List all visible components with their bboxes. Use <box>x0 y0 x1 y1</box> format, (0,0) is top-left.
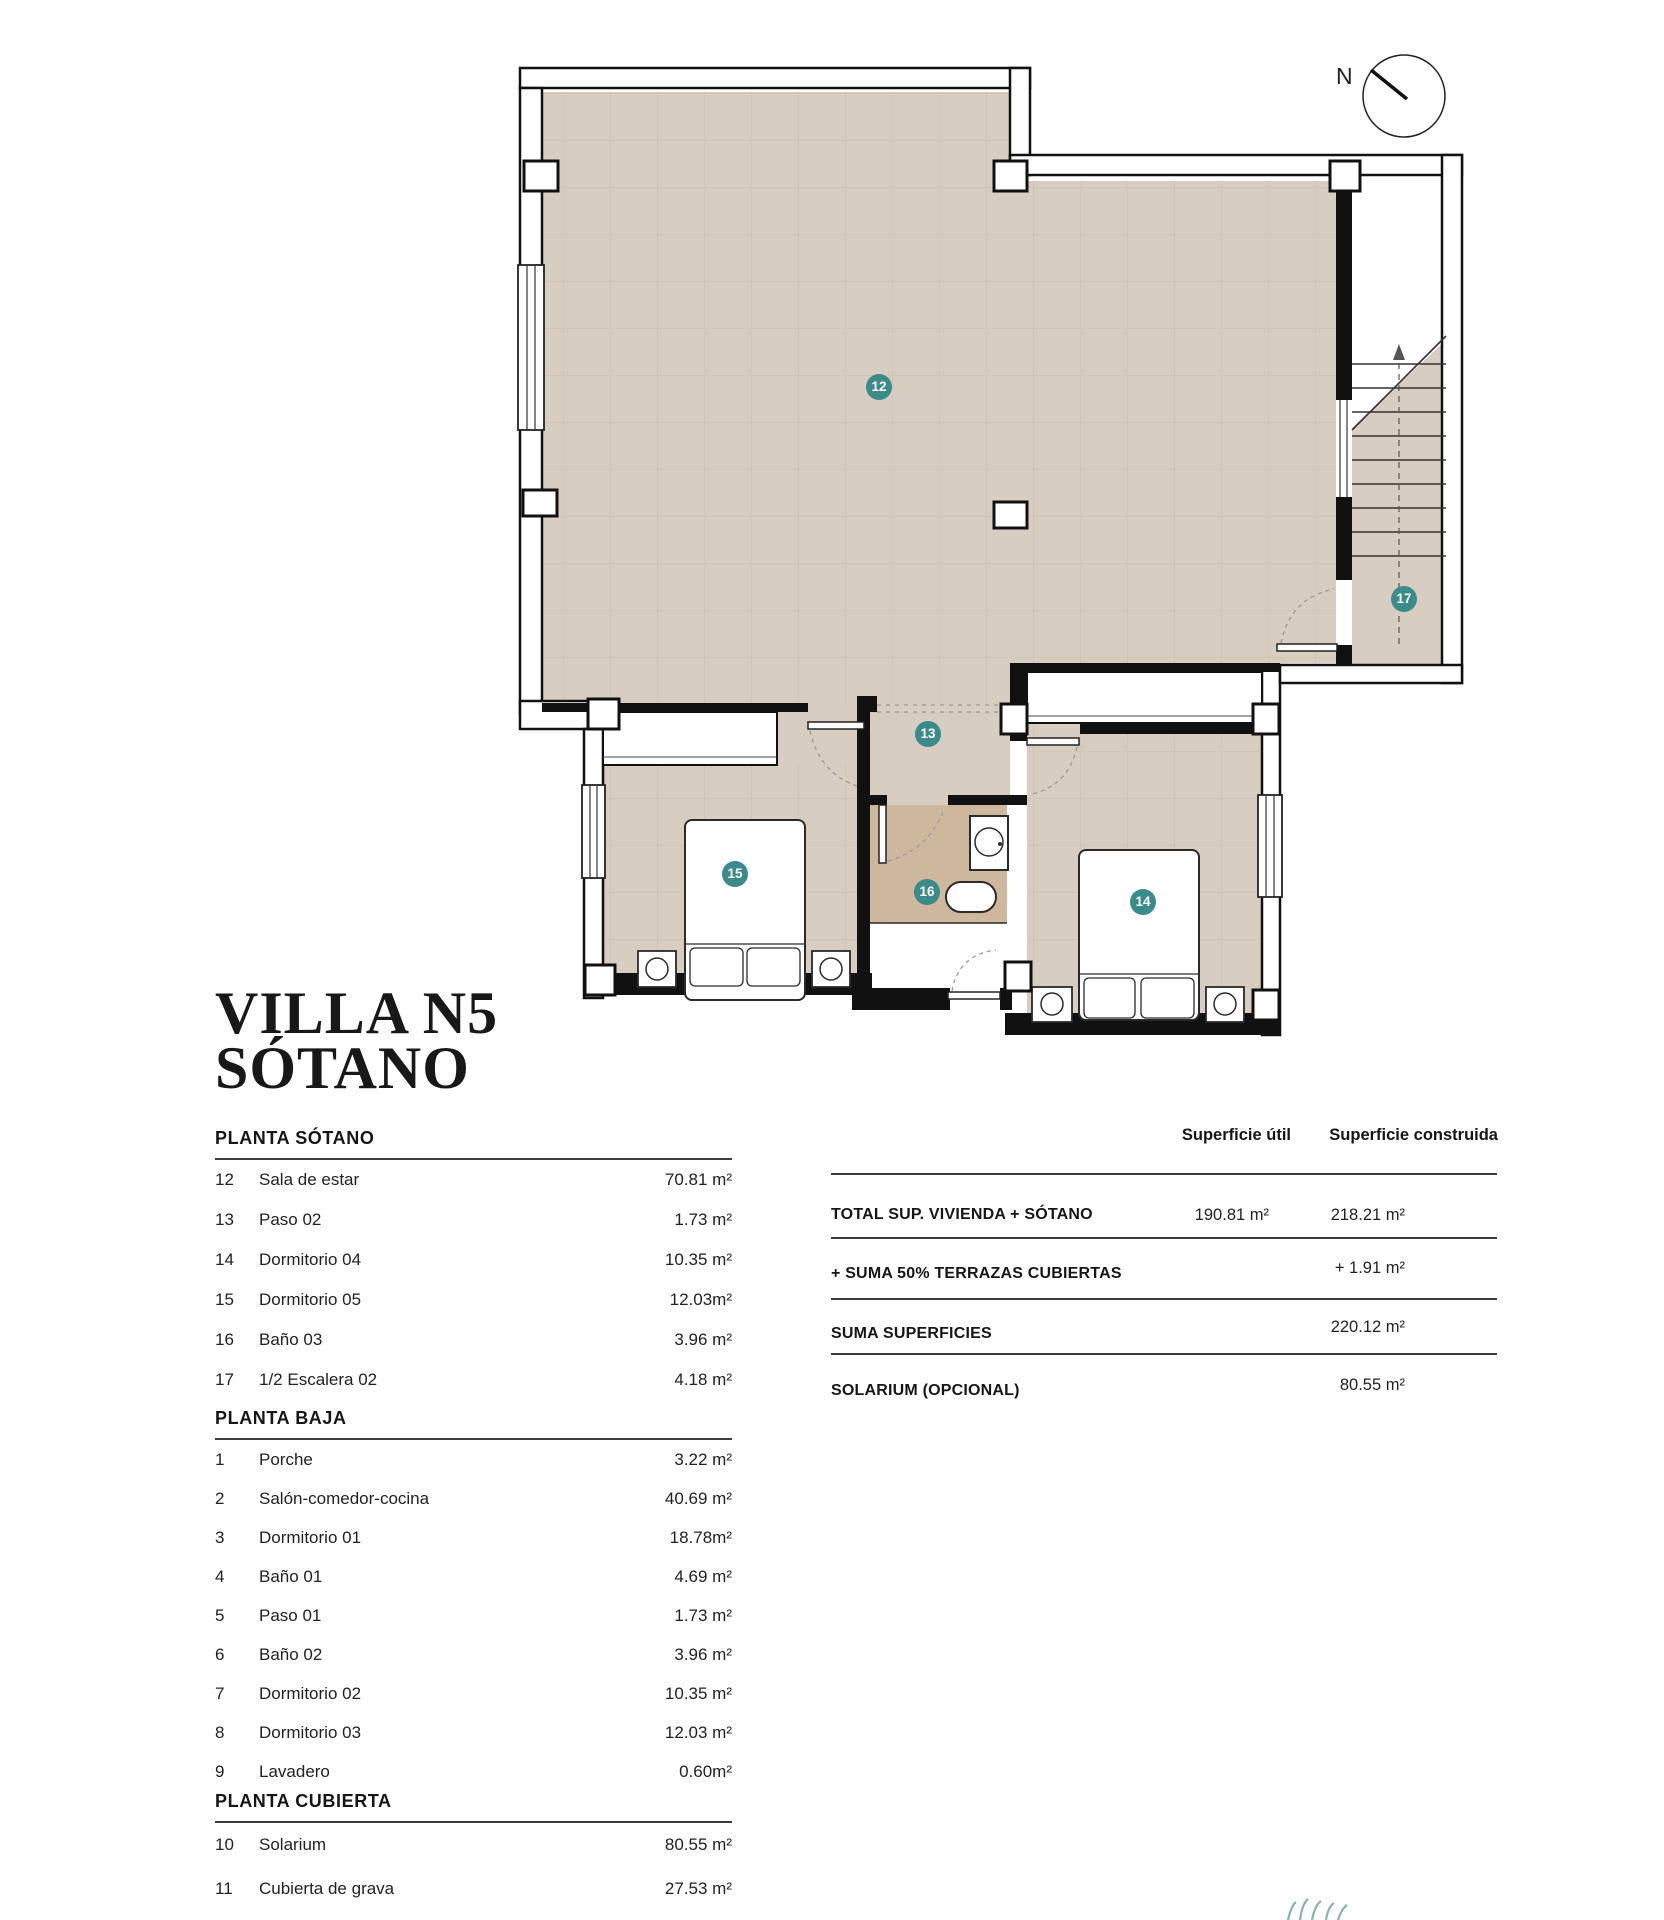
table-row <box>215 1518 732 1557</box>
section-header: PLANTA BAJA <box>215 1408 732 1440</box>
room-number: 6 <box>215 1644 225 1664</box>
room-name: Paso 01 <box>259 1605 322 1625</box>
table-row <box>215 1280 732 1320</box>
room-area: 10.35 m² <box>664 1250 732 1269</box>
room-name: Dormitorio 03 <box>259 1722 362 1742</box>
floor-fills <box>542 92 1446 1015</box>
table-row <box>215 1823 732 1867</box>
table-row <box>215 1360 732 1400</box>
room-areas-table <box>215 1128 732 1911</box>
column-header-superficie-util: Superficie útil <box>1181 1126 1291 1144</box>
section-rows <box>215 1160 732 1400</box>
section-rows <box>215 1440 732 1791</box>
table-row <box>215 1320 732 1360</box>
room-badge-paso: 13 <box>915 721 941 747</box>
room-number: 3 <box>215 1527 225 1547</box>
room-area: 10.35 m² <box>664 1683 732 1703</box>
room-name: Dormitorio 04 <box>259 1250 362 1269</box>
room-number: 5 <box>215 1605 225 1625</box>
room-number: 12 <box>215 1170 234 1189</box>
room-area: 0.60m² <box>679 1761 732 1781</box>
room-number: 10 <box>215 1835 234 1854</box>
table-row <box>215 1479 732 1518</box>
room-badge-escalera: 17 <box>1391 586 1417 612</box>
room-name: Paso 02 <box>259 1210 322 1229</box>
table-row <box>215 1160 732 1200</box>
section-planta-baja <box>215 1408 732 1791</box>
room-number: 16 <box>215 1330 234 1349</box>
table-row <box>215 1867 732 1911</box>
divider <box>831 1298 1497 1300</box>
table-row <box>215 1674 732 1713</box>
section-header: PLANTA CUBIERTA <box>215 1791 732 1823</box>
room-area: 1.73 m² <box>674 1210 732 1229</box>
divider <box>831 1173 1497 1175</box>
summary-row-label: + SUMA 50% TERRAZAS CUBIERTAS <box>831 1265 1122 1282</box>
page-title-line1: VILLA N5 <box>215 980 499 1046</box>
room-name: Porche <box>259 1449 313 1469</box>
summary-value-construida: 218.21 m² <box>1330 1206 1405 1224</box>
room-badge-bano-03: 16 <box>914 879 940 905</box>
section-planta-cubierta <box>215 1791 732 1911</box>
room-number: 14 <box>215 1250 234 1269</box>
room-area: 4.18 m² <box>674 1370 732 1389</box>
room-badge-sala-de-estar: 12 <box>866 374 892 400</box>
room-area: 3.96 m² <box>674 1644 732 1664</box>
divider <box>831 1353 1497 1355</box>
section-header: PLANTA SÓTANO <box>215 1128 732 1160</box>
compass-north-label: N <box>1336 63 1353 89</box>
room-name: Salón-comedor-cocina <box>259 1488 430 1508</box>
summary-value-util: 190.81 m² <box>1194 1206 1269 1224</box>
section-rows <box>215 1823 732 1911</box>
summary-value-construida: 220.12 m² <box>1330 1318 1405 1336</box>
room-number: 2 <box>215 1488 225 1508</box>
room-name: Dormitorio 02 <box>259 1683 362 1703</box>
summary-value-construida: + 1.91 m² <box>1334 1259 1405 1277</box>
divider <box>831 1237 1497 1239</box>
room-name: Solarium <box>259 1835 327 1854</box>
room-area: 12.03m² <box>669 1290 732 1309</box>
summary-value-construida: 80.55 m² <box>1339 1376 1405 1394</box>
table-row <box>215 1200 732 1240</box>
north-compass-icon <box>1363 55 1445 137</box>
summary-row-label: TOTAL SUP. VIVIENDA + SÓTANO <box>831 1206 1093 1223</box>
room-name: 1/2 Escalera 02 <box>259 1370 378 1389</box>
grass-watermark <box>1288 1899 1347 1920</box>
room-number: 1 <box>215 1449 225 1469</box>
room-area: 80.55 m² <box>664 1835 732 1854</box>
room-number: 15 <box>215 1290 234 1309</box>
room-area: 70.81 m² <box>664 1170 732 1189</box>
room-number: 17 <box>215 1370 234 1389</box>
room-name: Baño 03 <box>259 1330 323 1349</box>
room-name: Dormitorio 01 <box>259 1527 362 1547</box>
room-number: 8 <box>215 1722 225 1742</box>
room-badge-dormitorio-05: 15 <box>722 861 748 887</box>
room-name: Dormitorio 05 <box>259 1290 362 1309</box>
room-number: 11 <box>215 1879 233 1898</box>
table-row <box>215 1635 732 1674</box>
room-area: 3.22 m² <box>674 1449 732 1469</box>
room-number: 7 <box>215 1683 225 1703</box>
summary-row-label: SOLARIUM (OPCIONAL) <box>831 1382 1020 1399</box>
room-area: 3.96 m² <box>674 1330 732 1349</box>
column-header-superficie-construida: Superficie construida <box>1329 1126 1498 1144</box>
table-row <box>215 1557 732 1596</box>
table-row <box>215 1713 732 1752</box>
room-area: 4.69 m² <box>674 1566 732 1586</box>
room-name: Baño 02 <box>259 1644 323 1664</box>
page-title <box>215 980 499 1101</box>
room-number: 9 <box>215 1761 225 1781</box>
table-row <box>215 1752 732 1791</box>
table-row <box>215 1440 732 1479</box>
room-area: 1.73 m² <box>674 1605 732 1625</box>
room-number: 4 <box>215 1566 225 1586</box>
room-number: 13 <box>215 1210 234 1229</box>
room-name: Cubierta de grava <box>259 1879 395 1898</box>
room-name: Sala de estar <box>259 1170 360 1189</box>
room-area: 18.78m² <box>669 1527 732 1547</box>
surface-summary-table <box>831 1120 1497 1420</box>
room-area: 27.53 m² <box>664 1879 732 1898</box>
room-badge-dormitorio-04: 14 <box>1130 889 1156 915</box>
summary-row-label: SUMA SUPERFICIES <box>831 1325 992 1342</box>
room-name: Baño 01 <box>259 1566 323 1586</box>
room-name: Lavadero <box>259 1761 330 1781</box>
room-area: 40.69 m² <box>664 1488 732 1508</box>
table-row <box>215 1596 732 1635</box>
table-row <box>215 1240 732 1280</box>
room-area: 12.03 m² <box>664 1722 732 1742</box>
page-title-line2: SÓTANO <box>215 1035 470 1101</box>
section-planta-sotano <box>215 1128 732 1400</box>
